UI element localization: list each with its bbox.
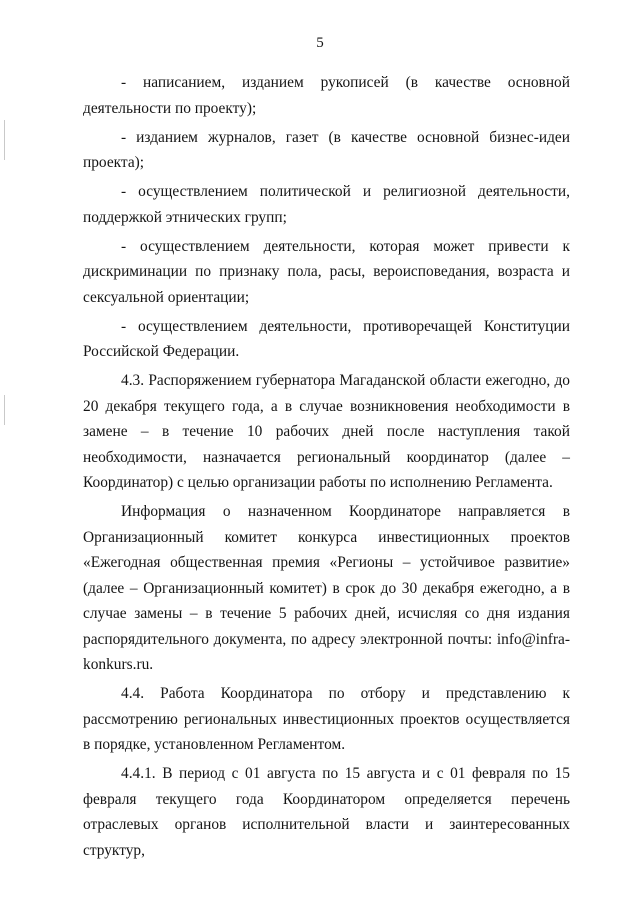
list-item-discrimination: - осуществлением деятельности, которая может привести к дискриминации по признаку пола, расы, вероисповедания, возраста и сексуальной ориентации; [83,237,570,306]
scan-edge-mark [4,120,5,160]
paragraph-coordinator-info: Информация о назначенном Координаторе направляется в Организационный комитет конкурса инвестиционных проектов «Ежегодная общественная премия «Регионы – устойчивое развитие» (далее – Организационный комитет) в срок до 30 декабря ежегодно, а в случае замены – в течение 5 рабочих дней, исчисляя со дня издания распорядительного документа, по адресу электронной почты: info@infra-konkurs.ru. [83,503,570,673]
section-4-4-1: 4.4.1. В период с 01 августа по 15 августа и с 01 февраля по 15 февраля текущего года Координатором определяется перечень отраслевых органов исполнительной власти и заинтересованных структур, [83,765,570,859]
document-body [83,70,570,867]
page-number: 5 [316,35,324,51]
list-item-constitution: - осуществлением деятельности, противоречащей Конституции Российской Федерации. [83,317,570,360]
list-item-political: - осуществлением политической и религиозной деятельности, поддержкой этнических групп; [83,183,570,226]
list-item-journals: - изданием журналов, газет (в качестве основной бизнес-идеи проекта); [83,128,570,171]
list-item-manuscripts: - написанием, изданием рукописей (в качестве основной деятельности по проекту); [83,74,570,117]
section-4-4: 4.4. Работа Координатора по отбору и представлению к рассмотрению региональных инвестиционных проектов осуществляется в порядке, установленном Регламентом. [83,685,570,753]
section-4-3: 4.3. Распоряжением губернатора Магаданской области ежегодно, до 20 декабря текущего года, а в случае возникновения необходимости в замене – в течение 10 рабочих дней после наступления такой необходимости, назначается региональный координатор (далее – Координатор) с целью организации работы по исполнению Регламента. [83,372,570,491]
scan-edge-mark [4,395,5,425]
